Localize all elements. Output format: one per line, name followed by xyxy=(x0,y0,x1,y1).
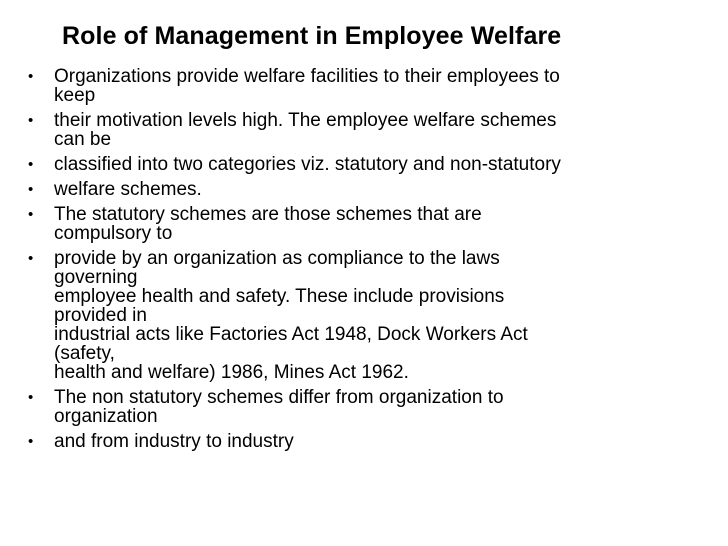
bullet-item xyxy=(0,67,728,105)
bullet-text-line: classified into two categories viz. statutory and non-statutory xyxy=(54,154,561,175)
bullet-dot-icon: • xyxy=(28,389,34,406)
bullet-text-line: provided in xyxy=(54,305,147,326)
bullet-dot-icon: • xyxy=(28,181,34,198)
bullet-text-line: The statutory schemes are those schemes that are xyxy=(54,204,482,225)
bullet-text-line: keep xyxy=(54,85,96,106)
bullet-item xyxy=(0,205,728,243)
bullet-text-line: and from industry to industry xyxy=(54,431,294,452)
bullet-dot-icon: • xyxy=(28,156,34,173)
bullet-item xyxy=(0,155,728,174)
bullet-item xyxy=(0,180,728,199)
bullet-text-line: industrial acts like Factories Act 1948, Dock Workers Act xyxy=(54,324,528,345)
bullet-item xyxy=(0,111,728,149)
bullet-text-line: welfare schemes. xyxy=(54,179,202,200)
bullet-dot-icon: • xyxy=(28,68,34,85)
bullet-text-line: The non statutory schemes differ from organization to xyxy=(54,387,504,408)
bullet-dot-icon: • xyxy=(28,206,34,223)
bullet-dot-icon: • xyxy=(28,250,34,267)
bullet-text-line: governing xyxy=(54,267,138,288)
bullet-dot-icon: • xyxy=(28,433,34,450)
bullet-text-line: (safety, xyxy=(54,343,115,364)
bullet-text-line: can be xyxy=(54,129,112,150)
bullet-text-line: their motivation levels high. The employee welfare schemes xyxy=(54,110,557,131)
slide-title: Role of Management in Employee Welfare xyxy=(62,22,562,50)
bullet-text-line: compulsory to xyxy=(54,223,173,244)
bullet-item xyxy=(0,249,728,382)
bullet-item xyxy=(0,432,728,451)
bullet-text-line: Organizations provide welfare facilities to their employees to xyxy=(54,66,560,87)
bullet-text-line: provide by an organization as compliance to the laws xyxy=(54,248,500,269)
bullet-item xyxy=(0,388,728,426)
bullet-text-line: health and welfare) 1986, Mines Act 1962. xyxy=(54,362,409,383)
bullet-text-line: organization xyxy=(54,406,158,427)
bullet-list xyxy=(0,67,728,457)
bullet-dot-icon: • xyxy=(28,112,34,129)
bullet-text-line: employee health and safety. These include provisions xyxy=(54,286,505,307)
